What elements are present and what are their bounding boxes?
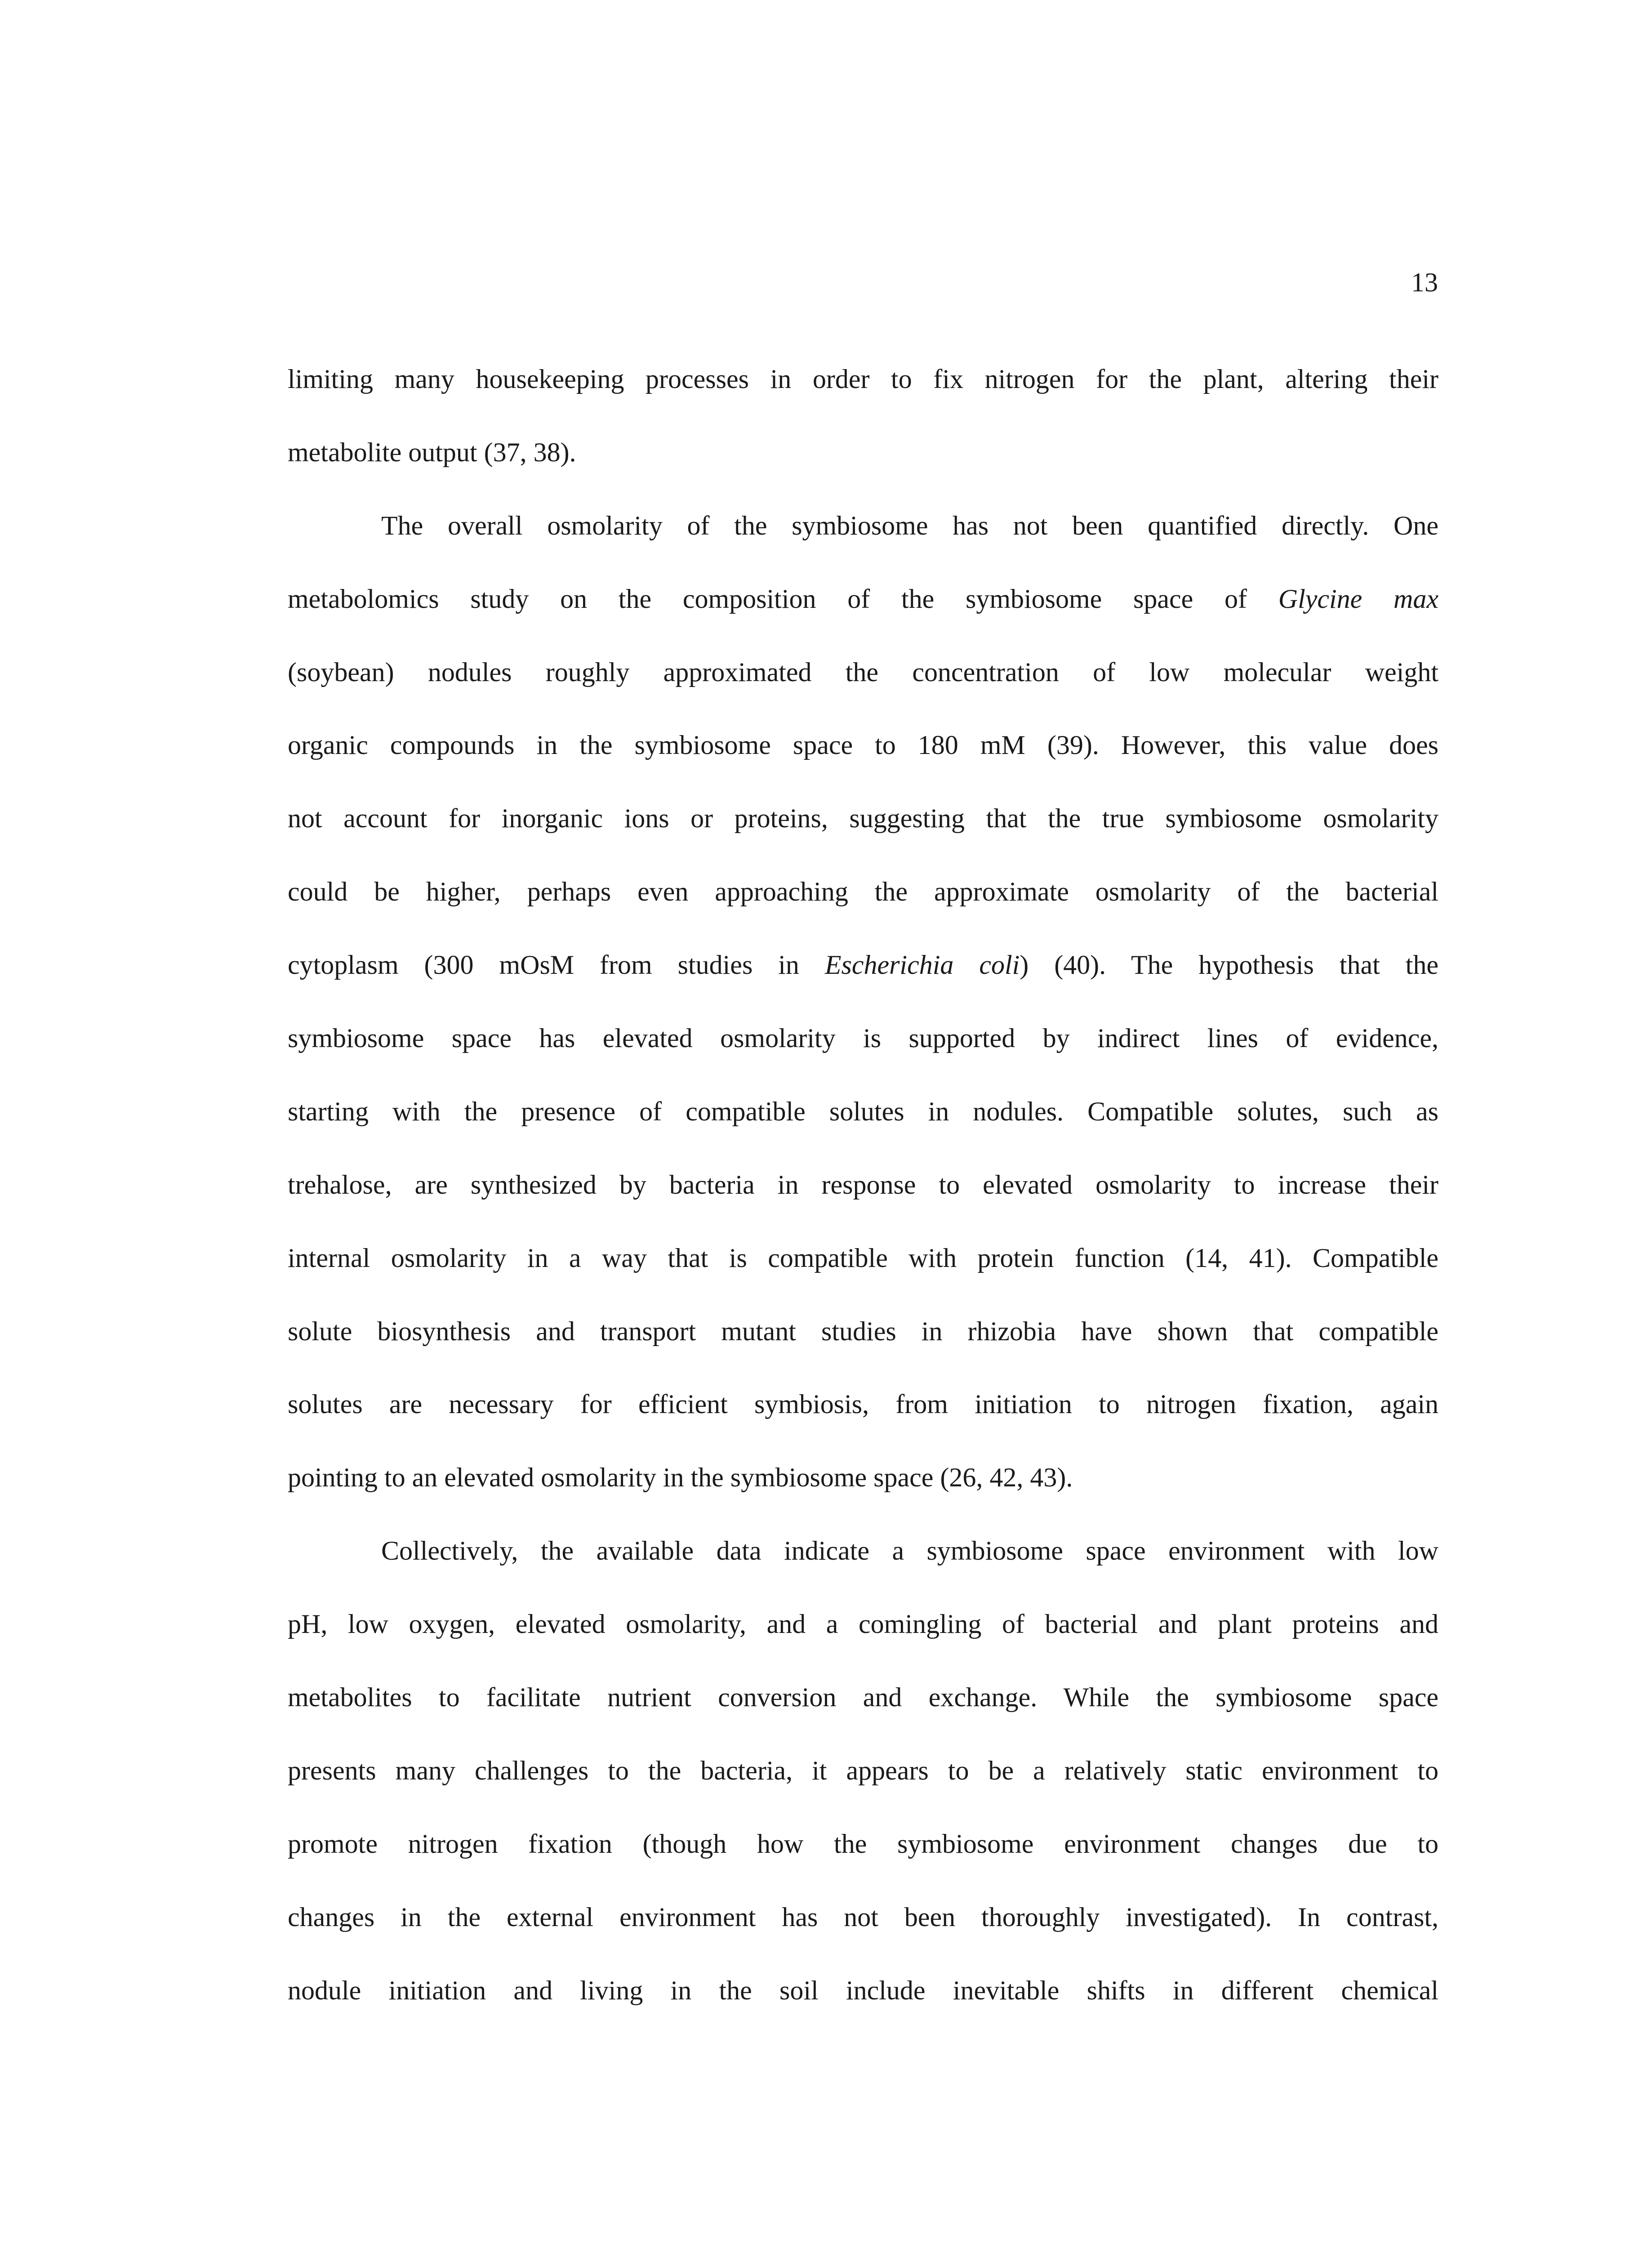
text-line: presents many challenges to the bacteria, it appears to be a relatively static environment to — [288, 1755, 1438, 1785]
page-number: 13 — [1411, 268, 1438, 297]
species-name-italic: Escherichia coli — [824, 950, 1020, 980]
text-line-content: The overall osmolarity of the symbiosome has not been quantified directly. One — [381, 510, 1438, 540]
text-line: metabolites to facilitate nutrient conversion and exchange. While the symbiosome space — [288, 1682, 1438, 1713]
text-line: symbiosome space has elevated osmolarity is supported by indirect lines of evidence, — [288, 1023, 1438, 1053]
text-line: pH, low oxygen, elevated osmolarity, and a comingling of bacterial and plant proteins and — [288, 1609, 1438, 1639]
text-line: could be higher, perhaps even approaching the approximate osmolarity of the bacterial — [288, 877, 1438, 907]
text-line: changes in the external environment has not been thoroughly investigated). In contrast, — [288, 1902, 1438, 1932]
text-line: metabolite output (37, 38). — [288, 437, 576, 467]
text-line: nodule initiation and living in the soil include inevitable shifts in different chemical — [288, 1975, 1438, 2005]
text-run: cytoplasm (300 mOsM from studies in — [288, 950, 825, 980]
text-line: (soybean) nodules roughly approximated the concentration of low molecular weight — [288, 657, 1438, 687]
text-line: not account for inorganic ions or proteins, suggesting that the true symbiosome osmolarity — [288, 803, 1438, 834]
text-run: metabolomics study on the composition of the symbiosome space of — [288, 584, 1278, 614]
text-line: trehalose, are synthesized by bacteria in response to elevated osmolarity to increase their — [288, 1169, 1438, 1200]
text-line — [288, 581, 1438, 654]
text-line: organic compounds in the symbiosome space to 180 mM (39). However, this value does — [288, 730, 1438, 760]
body-text — [288, 361, 1438, 2045]
text-line: solute biosynthesis and transport mutant studies in rhizobia have shown that compatible — [288, 1316, 1438, 1346]
text-line-content: Collectively, the available data indicate a symbiosome space environment with low — [381, 1536, 1438, 1566]
text-line: internal osmolarity in a way that is compatible with protein function (14, 41). Compatible — [288, 1243, 1438, 1273]
text-line: pointing to an elevated osmolarity in the symbiosome space (26, 42, 43). — [288, 1463, 1073, 1493]
text-line — [288, 947, 1438, 1020]
text-line: promote nitrogen fixation (though how the symbiosome environment changes due to — [288, 1829, 1438, 1859]
text-line: solutes are necessary for efficient symbiosis, from initiation to nitrogen fixation, again — [288, 1389, 1438, 1419]
paragraph-first-line — [288, 508, 1438, 581]
text-line: starting with the presence of compatible solutes in nodules. Compatible solutes, such as — [288, 1096, 1438, 1126]
text-line: limiting many housekeeping processes in order to fix nitrogen for the plant, altering their — [288, 364, 1438, 394]
paragraph-first-line — [288, 1533, 1438, 1606]
species-name-italic: Glycine max — [1278, 584, 1438, 614]
text-run: ) (40). The hypothesis that the — [1020, 950, 1438, 980]
